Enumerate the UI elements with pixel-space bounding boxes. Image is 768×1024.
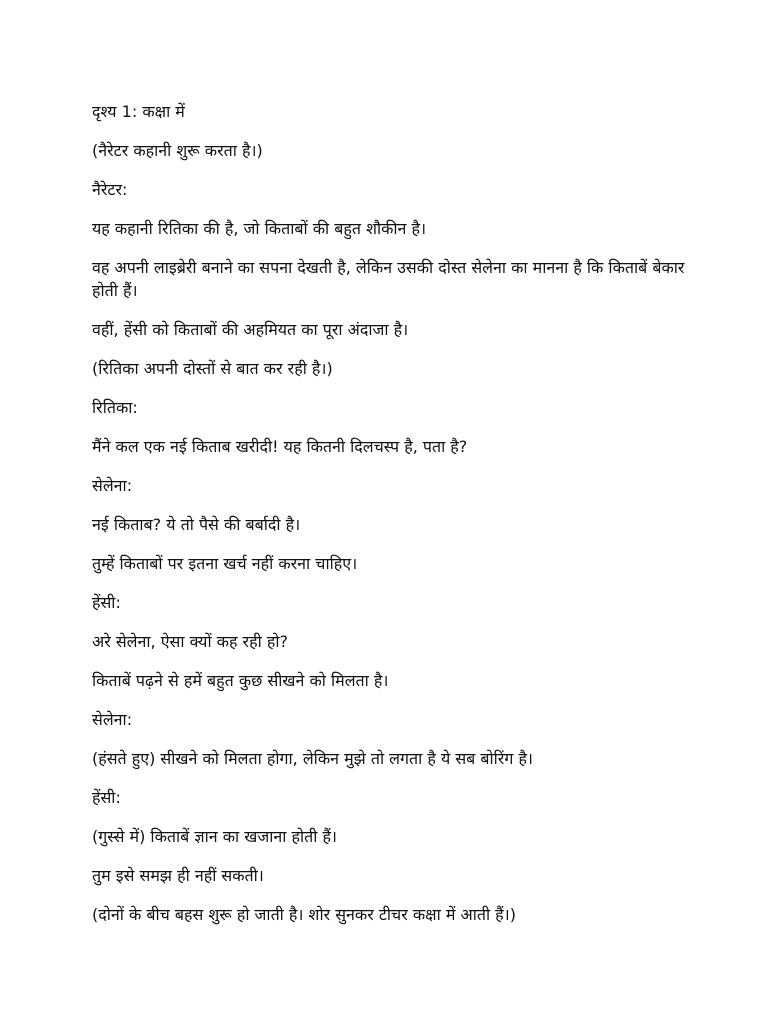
- stage-direction: (दोनों के बीच बहस शुरू हो जाती है। शोर सुनकर टीचर कक्षा में आती हैं।): [92, 905, 516, 924]
- dialogue-line: तुम इसे समझ ही नहीं सकती।: [92, 866, 264, 885]
- document-body: [92, 100, 692, 942]
- speaker-label: हेंसी:: [92, 788, 121, 807]
- dialogue-line: किताबें पढ़ने से हमें बहुत कुछ सीखने को मिलता है।: [92, 671, 389, 690]
- dialogue-line: वहीं, हेंसी को किताबों की अहमियत का पूरा अंदाजा है।: [92, 320, 409, 339]
- dialogue-line: यह कहानी रितिका की है, जो किताबों की बहुत शौकीन है।: [92, 219, 427, 238]
- speaker-label: नैरेटर:: [92, 180, 128, 199]
- speaker-label: हेंसी:: [92, 593, 121, 612]
- dialogue-line: (गुस्से में) किताबें ज्ञान का खजाना होती हैं।: [92, 827, 337, 846]
- scene-heading: दृश्य 1: कक्षा में: [92, 102, 185, 121]
- dialogue-line: अरे सेलेना, ऐसा क्यों कह रही हो?: [92, 632, 288, 651]
- stage-direction: (रितिका अपनी दोस्तों से बात कर रही है।): [92, 359, 333, 378]
- dialogue-line: (हंसते हुए) सीखने को मिलता होगा, लेकिन मुझे तो लगता है ये सब बोरिंग है।: [92, 749, 533, 768]
- dialogue-line: मैंने कल एक नई किताब खरीदी! यह कितनी दिलचस्प है, पता है?: [92, 437, 468, 456]
- speaker-label: सेलेना:: [92, 710, 133, 729]
- dialogue-line: तुम्हें किताबों पर इतना खर्च नहीं करना चाहिए।: [92, 554, 358, 573]
- speaker-label: रितिका:: [92, 398, 138, 417]
- dialogue-line: वह अपनी लाइब्रेरी बनाने का सपना देखती है, लेकिन उसकी दोस्त सेलेना का मानना है कि किताबें बेकार होती हैं।: [92, 258, 685, 300]
- speaker-label: सेलेना:: [92, 476, 133, 495]
- dialogue-line: नई किताब? ये तो पैसे की बर्बादी है।: [92, 515, 301, 534]
- stage-direction: (नैरेटर कहानी शुरू करता है।): [92, 141, 263, 160]
